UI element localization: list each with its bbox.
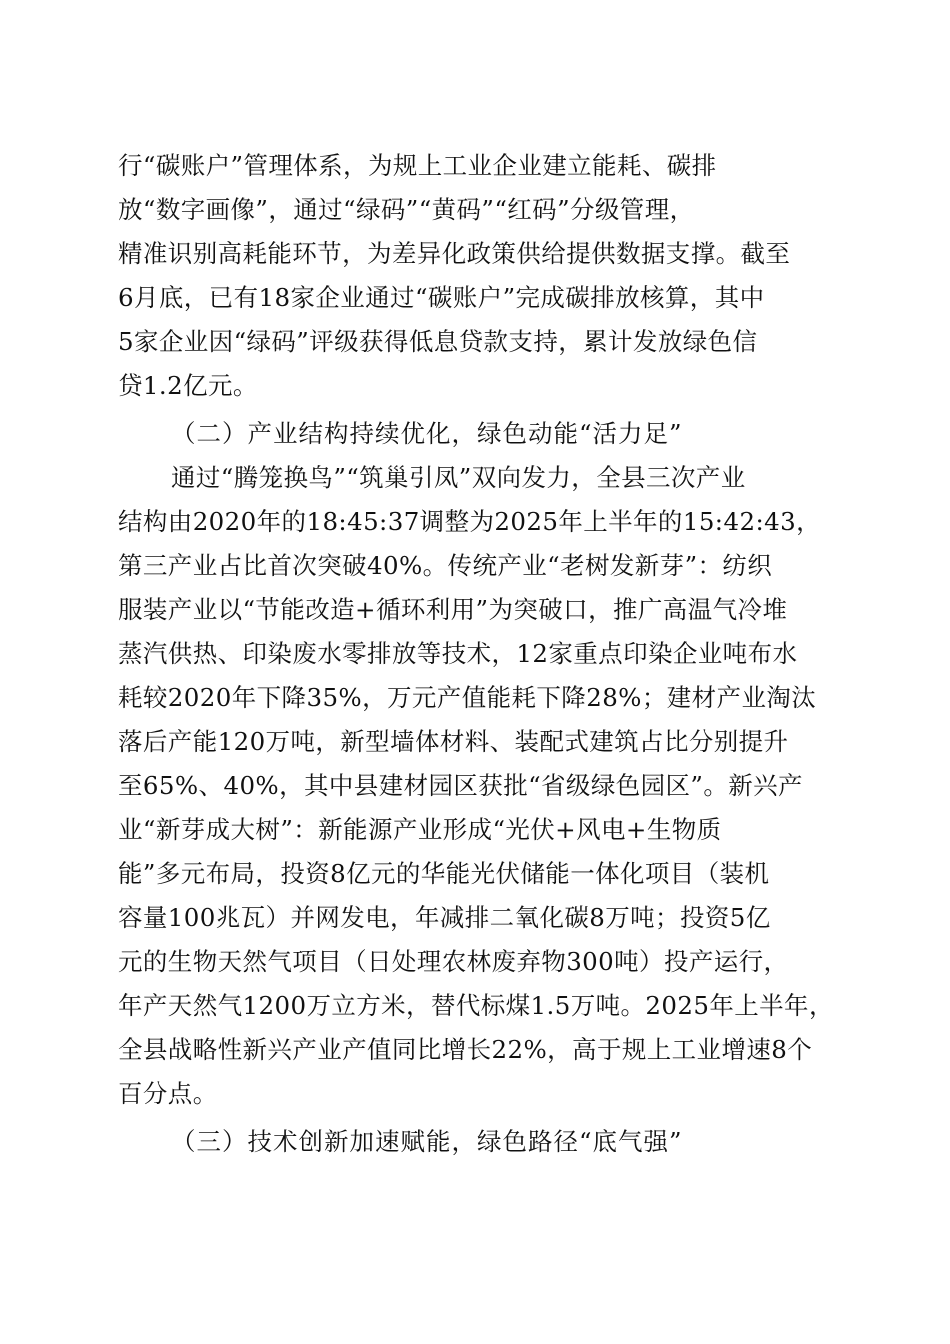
paragraph-line: 至65%、40%，其中县建材园区获批“省级绿色园区”。新兴产 (118, 771, 803, 800)
paragraph-line: 全县战略性新兴产业产值同比增长22%，高于规上工业增速8个 (118, 1035, 813, 1064)
paragraph-line: 业“新芽成大树”：新能源产业形成“光伏+风电+生物质 (118, 815, 722, 844)
paragraph-line: 服装产业以“节能改造+循环利用”为突破口，推广高温气冷堆 (118, 595, 788, 624)
paragraph-line: 精准识别高耗能环节，为差异化政策供给提供数据支撑。截至 (118, 239, 791, 268)
section-heading-3: （三）技术创新加速赋能，绿色路径“底气强” (171, 1127, 683, 1156)
paragraph-line: 第三产业占比首次突破40%。传统产业“老树发新芽”：纺织 (118, 551, 773, 580)
paragraph-line: 蒸汽供热、印染废水零排放等技术，12家重点印染企业吨布水 (118, 639, 798, 668)
paragraph-line: 耗较2020年下降35%，万元产值能耗下降28%；建材产业淘汰 (118, 683, 817, 712)
paragraph-line: 6月底，已有18家企业通过“碳账户”完成碳排放核算，其中 (118, 283, 765, 312)
paragraph-line: 落后产能120万吨，新型墙体材料、装配式建筑占比分别提升 (118, 727, 789, 756)
paragraph-line: 放“数字画像”，通过“绿码”“黄码”“红码”分级管理， (118, 195, 695, 224)
paragraph-line: 年产天然气1200万立方米，替代标煤1.5万吨。2025年上半年， (118, 991, 834, 1020)
paragraph-line: 结构由2020年的18:45:37调整为2025年上半年的15:42:43， (118, 507, 821, 536)
paragraph-line: 5家企业因“绿码”评级获得低息贷款支持，累计发放绿色信 (118, 327, 758, 356)
paragraph-line: 贷1.2亿元。 (118, 371, 258, 400)
section-heading-2: （二）产业结构持续优化，绿色动能“活力足” (171, 419, 683, 448)
paragraph-line: 百分点。 (118, 1079, 218, 1108)
paragraph-line-first: 通过“腾笼换鸟”“筑巢引凤”双向发力，全县三次产业 (171, 463, 746, 492)
paragraph-line: 容量100兆瓦）并网发电，年减排二氧化碳8万吨；投资5亿 (118, 903, 771, 932)
paragraph-line: 能”多元布局，投资8亿元的华能光伏储能一体化项目（装机 (118, 859, 770, 888)
paragraph-line: 行“碳账户”管理体系，为规上工业企业建立能耗、碳排 (118, 151, 717, 180)
paragraph-line: 元的生物天然气项目（日处理农林废弃物300吨）投产运行， (118, 947, 789, 976)
